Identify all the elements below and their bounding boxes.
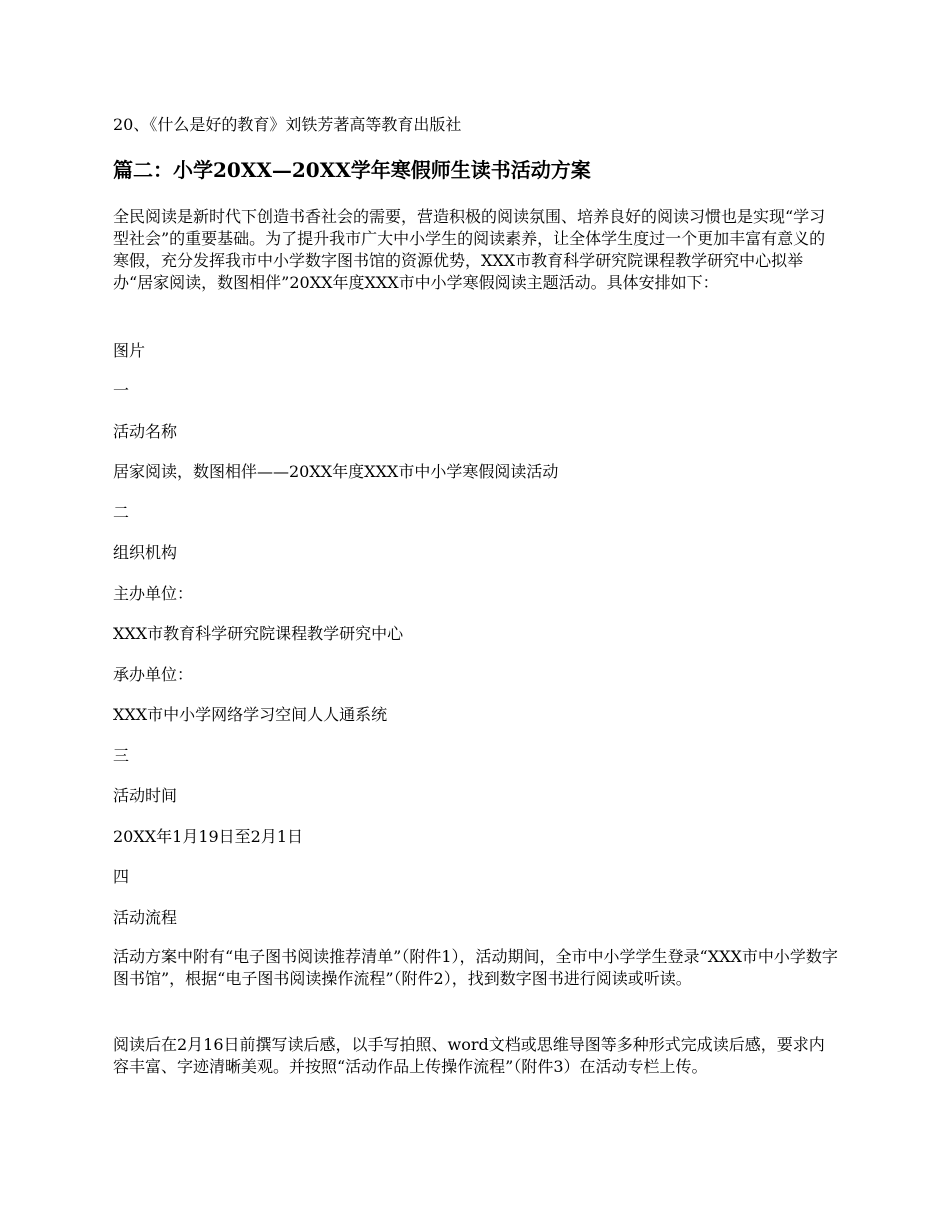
section-title: 篇二：小学20XX—20XX学年寒假师生读书活动方案 — [113, 158, 591, 182]
organizer-value: XXX市中小学网络学习空间人人通系统 — [113, 705, 388, 724]
section-number-3: 三 — [113, 746, 130, 765]
heading-organization: 组织机构 — [113, 543, 178, 562]
heading-activity-time: 活动时间 — [113, 786, 178, 805]
heading-activity-flow: 活动流程 — [113, 908, 178, 927]
flow-paragraph-2: 阅读后在2月16日前撰写读后感，以手写拍照、word文档或思维导图等多种形式完成读后感，要求内容丰富、字迹清晰美观。并按照“活动作品上传操作流程”（附件3）在活动专栏上传。 — [113, 1035, 825, 1076]
activity-time-value: 20XX年1月19日至2月1日 — [113, 827, 304, 846]
section-number-1: 一 — [113, 381, 130, 400]
activity-name-text: 居家阅读，数图相伴——20XX年度XXX市中小学寒假阅读活动 — [113, 462, 559, 481]
image-placeholder-label: 图片 — [113, 341, 146, 360]
host-value: XXX市教育科学研究院课程教学研究中心 — [113, 624, 404, 643]
section-number-4: 四 — [113, 867, 130, 886]
section-number-2: 二 — [113, 503, 130, 522]
reference-line: 20、《什么是好的教育》刘铁芳著高等教育出版社 — [113, 115, 462, 134]
host-label: 主办单位： — [113, 584, 194, 603]
flow-paragraph-1: 活动方案中附有“电子图书阅读推荐清单”（附件1），活动期间，全市中小学学生登录“XXX市中小学数字图书馆”，根据“电子图书阅读操作流程”（附件2），找到数字图书进行阅读或听读。 — [113, 947, 838, 988]
intro-paragraph: 全民阅读是新时代下创造书香社会的需要，营造积极的阅读氛围、培养良好的阅读习惯也是实现“学习型社会”的重要基础。为了提升我市广大中小学生的阅读素养，让全体学生度过一个更加丰富有意义的寒假，充分发挥我市中小学数字图书馆的资源优势，XXX市教育科学研究院课程教学研究中心拟举办“居家阅读，数图相伴”20XX年度XXX市中小学寒假阅读主题活动。具体安排如下： — [113, 207, 826, 292]
heading-activity-name: 活动名称 — [113, 422, 178, 441]
organizer-label: 承办单位： — [113, 665, 194, 684]
